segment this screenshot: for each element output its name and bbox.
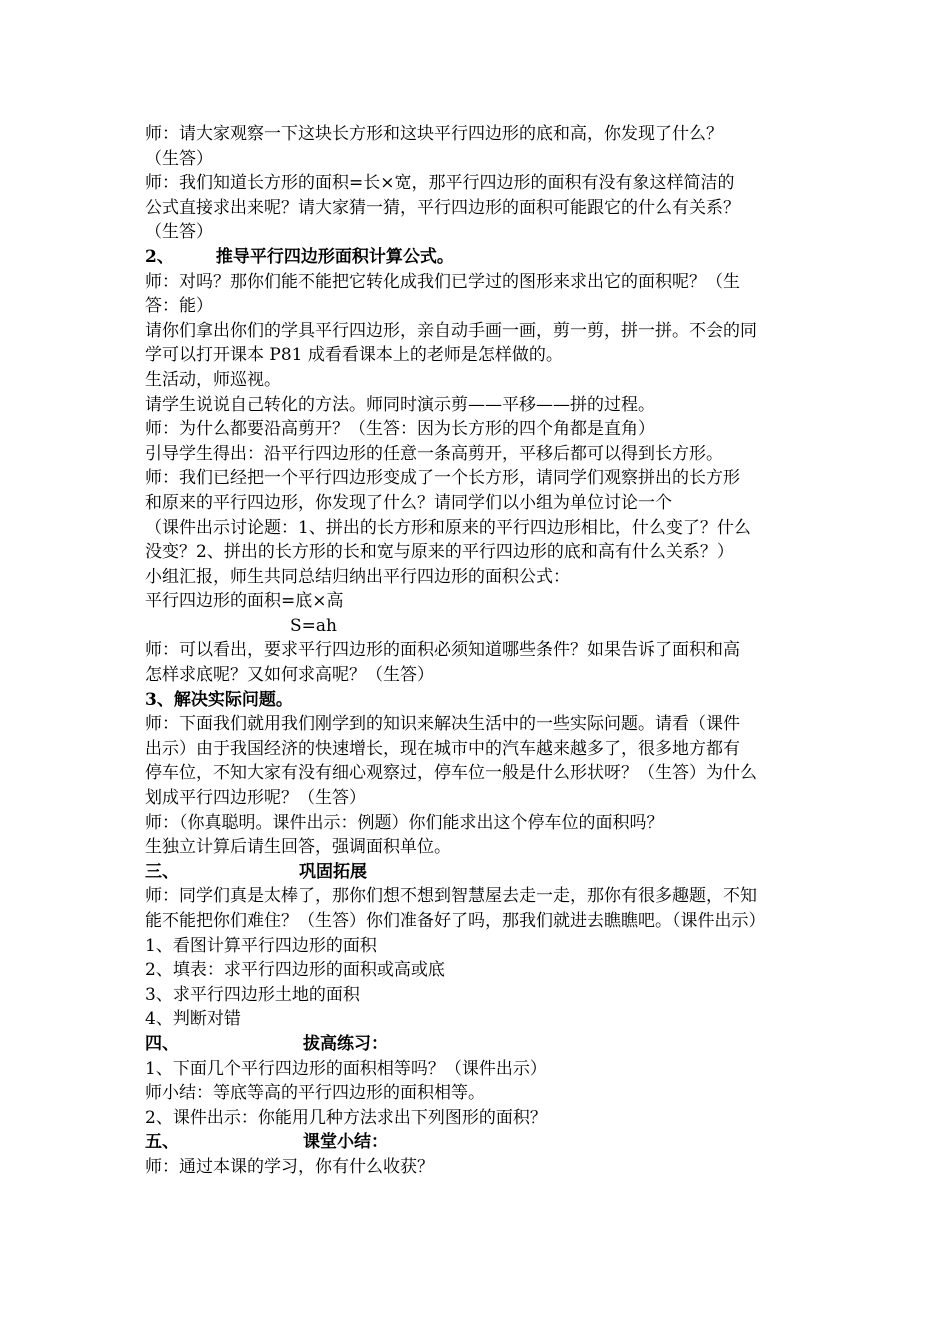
formula-text: 平行四边形的面积=底×高 <box>145 591 344 612</box>
section-heading-san <box>145 860 815 885</box>
text-line: 师：我们知道长方形的面积=长×宽，那平行四边形的面积有没有象这样简洁的 <box>145 173 735 194</box>
heading-number: 五、 <box>145 1132 179 1153</box>
heading-number: 三、 <box>145 861 179 882</box>
text-line: 没变？2、拼出的长方形的长和宽与原来的平行四边形的底和高有什么关系？） <box>145 542 734 563</box>
heading-number: 3、 <box>145 689 174 710</box>
document-page <box>145 122 815 1180</box>
text-line: 引导学生得出：沿平行四边形的任意一条高剪开，平移后都可以得到长方形。 <box>145 443 723 464</box>
text-line: 师：为什么都要沿高剪开？（生答：因为长方形的四个角都是直角） <box>145 419 655 440</box>
text-line: 答：能） <box>145 296 213 317</box>
list-item: 4、判断对错 <box>145 1009 241 1030</box>
text-line: 师：同学们真是太棒了，那你们想不想到智慧屋去走一走，那你有很多趣题，不知 <box>145 886 757 907</box>
text-line: 请你们拿出你们的学具平行四边形，亲自动手画一画，剪一剪，拼一拼。不会的同 <box>145 320 757 341</box>
text-line: 划成平行四边形呢？（生答） <box>145 788 366 809</box>
heading-number: 四、 <box>145 1033 179 1054</box>
formula-symbolic: S=ah <box>290 615 337 636</box>
text-line: 师：（你真聪明。课件出示：例题）你们能求出这个停车位的面积吗？ <box>145 812 664 833</box>
section-heading-si <box>145 1032 815 1057</box>
text-line: （课件出示讨论题：1、拼出的长方形和原来的平行四边形相比，什么变了？什么 <box>145 517 751 538</box>
text-line: 请学生说说自己转化的方法。师同时演示剪——平移——拼的过程。 <box>145 394 655 415</box>
text-line: 师：下面我们就用我们刚学到的知识来解决生活中的一些实际问题。请看（课件 <box>145 714 740 735</box>
text-line: 生独立计算后请生回答，强调面积单位。 <box>145 837 451 858</box>
section-heading-wu <box>145 1130 815 1155</box>
heading-text: 解决实际问题。 <box>173 689 293 710</box>
text-line: 公式直接求出来呢？请大家猜一猜，平行四边形的面积可能跟它的什么有关系？ <box>145 197 740 218</box>
text-line: 师：我们已经把一个平行四边形变成了一个长方形，请同学们观察拼出的长方形 <box>145 468 740 489</box>
text-line: 师小结：等底等高的平行四边形的面积相等。 <box>145 1083 485 1104</box>
list-item: 2、填表：求平行四边形的面积或高或底 <box>145 960 445 981</box>
heading-text: 巩固拓展 <box>299 861 367 882</box>
text-line: 怎样求底呢？又如何求高呢？（生答） <box>145 665 434 686</box>
section-heading-3 <box>145 688 815 713</box>
text-line: 学可以打开课本 P81 成看看课本上的老师是怎样做的。 <box>145 345 563 366</box>
heading-text: 推导平行四边形面积计算公式。 <box>215 246 454 267</box>
text-line: 1、下面几个平行四边形的面积相等吗？（课件出示） <box>145 1058 547 1079</box>
list-item: 1、看图计算平行四边形的面积 <box>145 935 377 956</box>
text-line: （生答） <box>145 222 213 243</box>
text-line: 出示）由于我国经济的快速增长，现在城市中的汽车越来越多了，很多地方都有 <box>145 738 740 759</box>
text-line: 师：可以看出，要求平行四边形的面积必须知道哪些条件？如果告诉了面积和高 <box>145 640 740 661</box>
section-heading-2 <box>145 245 815 270</box>
list-item: 3、求平行四边形土地的面积 <box>145 984 360 1005</box>
heading-text: 课堂小结： <box>303 1132 388 1153</box>
text-line: 能不能把你们难住？（生答）你们准备好了吗，那我们就进去瞧瞧吧。（课件出示） <box>145 911 766 931</box>
text-line: 师：通过本课的学习，你有什么收获？ <box>145 1156 434 1177</box>
text-line: 和原来的平行四边形，你发现了什么？请同学们以小组为单位讨论一个 <box>145 492 672 513</box>
text-line: 停车位，不知大家有没有细心观察过，停车位一般是什么形状呀？（生答）为什么 <box>145 763 757 784</box>
text-line: 小组汇报，师生共同总结归纳出平行四边形的面积公式： <box>145 566 570 587</box>
text-line: 2、课件出示：你能用几种方法求出下列图形的面积？ <box>145 1107 547 1128</box>
text-line: 师：请大家观察一下这块长方形和这块平行四边形的底和高，你发现了什么？ <box>145 124 723 144</box>
text-line: （生答） <box>145 148 213 169</box>
heading-number: 2、 <box>145 246 174 267</box>
text-line: 生活动，师巡视。 <box>145 369 281 390</box>
text-line: 师：对吗？那你们能不能把它转化成我们已学过的图形来求出它的面积呢？（生 <box>145 271 740 292</box>
heading-text: 拔高练习： <box>303 1033 388 1054</box>
